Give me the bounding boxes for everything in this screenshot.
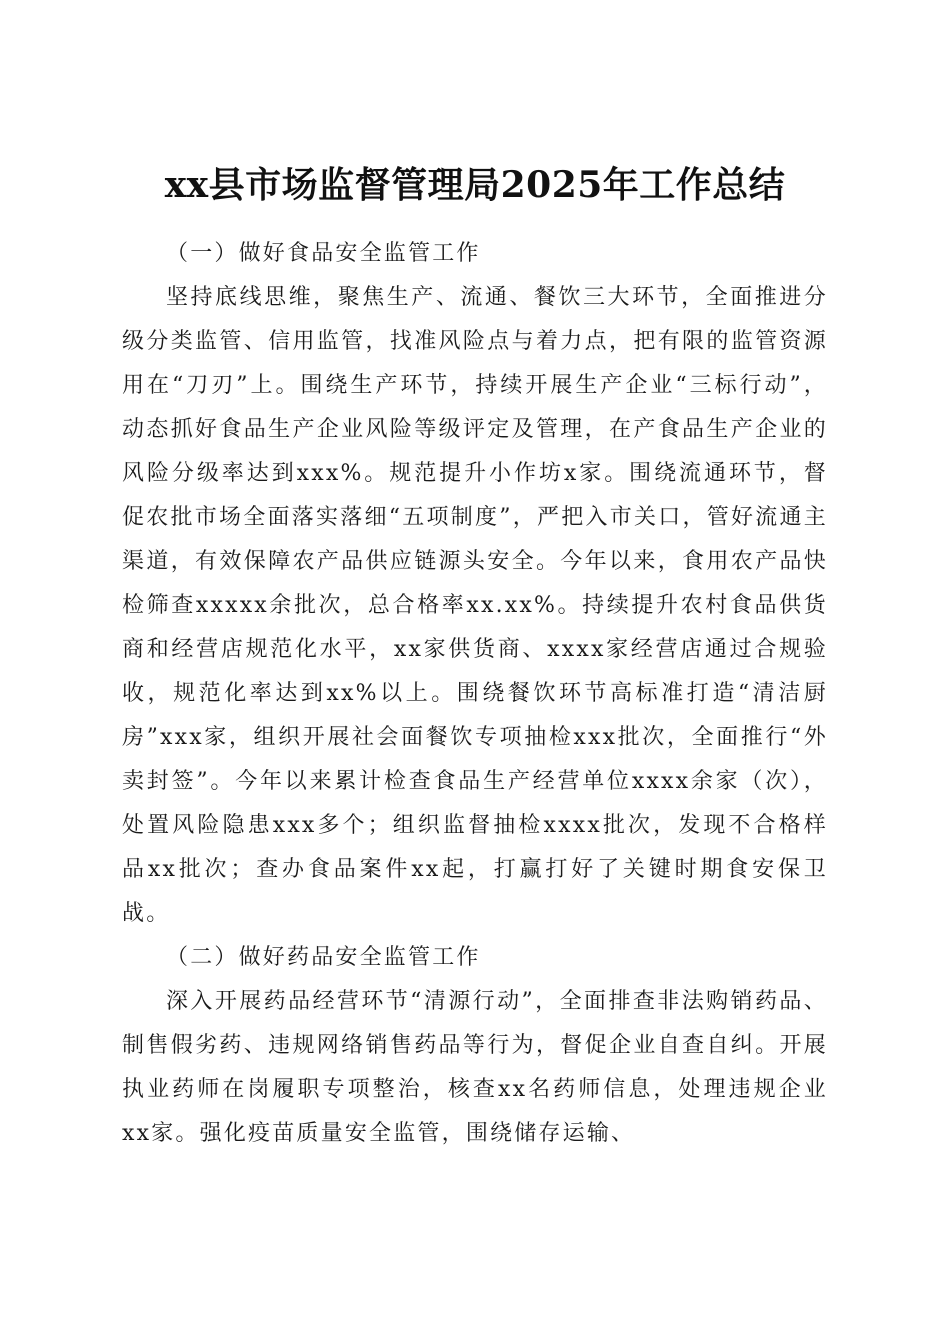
- document-title: xx县市场监督管理局2025年工作总结: [164, 164, 786, 207]
- section-heading-food-safety: （一）做好食品安全监管工作: [166, 241, 481, 266]
- document-body: [122, 232, 828, 1156]
- section-heading-drug-safety: （二）做好药品安全监管工作: [166, 945, 481, 970]
- paragraph-food-safety: 坚持底线思维，聚焦生产、流通、餐饮三大环节，全面推进分级分类监管、信用监管，找准风险点与着力点，把有限的监管资源用在“刀刃”上。围绕生产环节，持续开展生产企业“三标行动”，动态抓好食品生产企业风险等级评定及管理，在产食品生产企业的风险分级率达到xxx%。规范提升小作坊x家。围绕流通环节，督促农批市场全面落实落细“五项制度”，严把入市关口，管好流通主渠道，有效保障农产品供应链源头安全。今年以来，食用农产品快检筛查xxxxx余批次，总合格率xx.xx%。持续提升农村食品供货商和经营店规范化水平，xx家供货商、xxxx家经营店通过合规验收，规范化率达到xx%以上。围绕餐饮环节高标准打造“清洁厨房”xxx家，组织开展社会面餐饮专项抽检xxx批次，全面推行“外卖封签”。今年以来累计检查食品生产经营单位xxxx余家（次），处置风险隐患xxx多个；组织监督抽检xxxx批次，发现不合格样品xx批次；查办食品案件xx起，打赢打好了关键时期食安保卫战。: [122, 285, 828, 926]
- paragraph-drug-safety: 深入开展药品经营环节“清源行动”，全面排查非法购销药品、制售假劣药、违规网络销售药品等行为，督促企业自查自纠。开展执业药师在岗履职专项整治，核查xx名药师信息，处理违规企业xx家。强化疫苗质量安全监管，围绕储存运输、: [122, 989, 828, 1146]
